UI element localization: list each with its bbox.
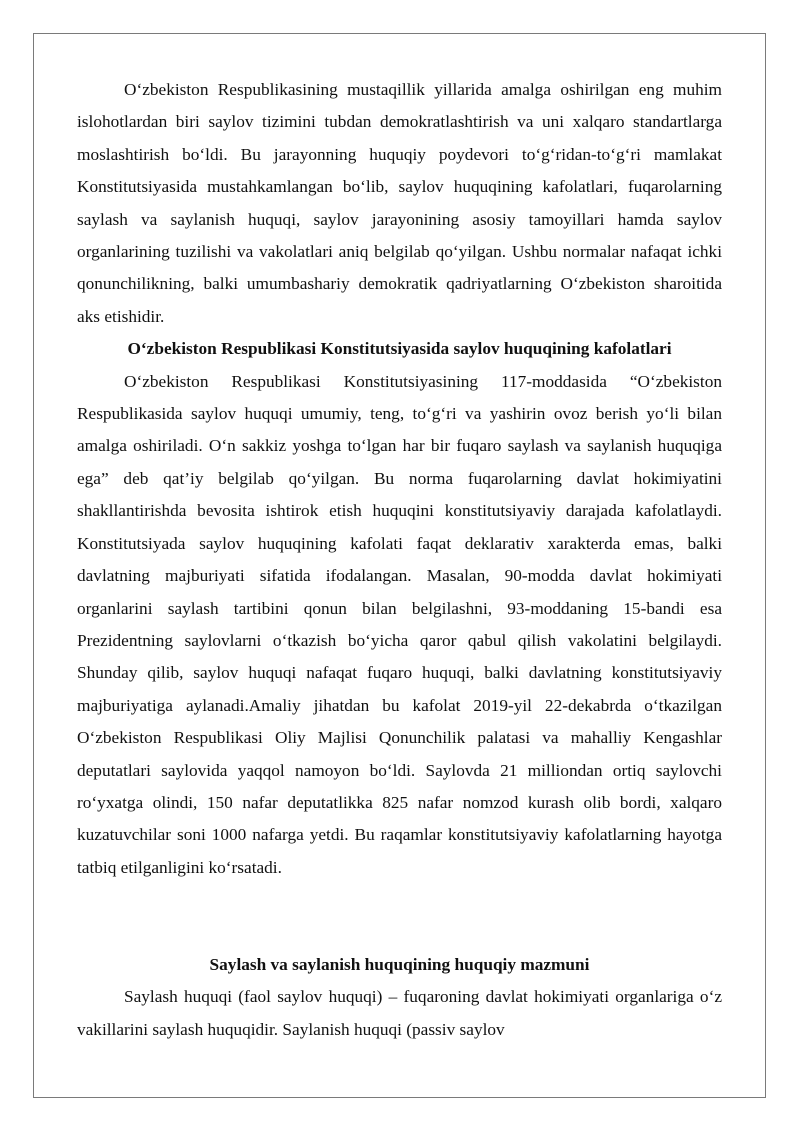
document-body	[77, 74, 722, 1046]
section-heading-guarantees: O‘zbekiston Respublikasi Konstitutsiyasida saylov huquqining kafolatlari	[127, 339, 672, 359]
intro-paragraph: O‘zbekiston Respublikasining mustaqillik yillarida amalga oshirilgan eng muhim islohotlardan biri saylov tizimini tubdan demokratlashtirish va uni xalqaro standartlarga moslashtirish bo‘ldi. Bu jarayonning huquqiy poydevori to‘g‘ridan-to‘g‘ri mamlakat Konstitutsiyasida mustahkamlangan bo‘lib, saylov huquqining kafolatlari, fuqarolarning saylash va saylanish huquqi, saylov jarayonining asosiy tamoyillari hamda saylov organlarining tuzilishi va vakolatlari aniq belgilab qo‘yilgan. Ushbu normalar nafaqat ichki qonunchilikning, balki umumbashariy demokratik qadriyatlarning O‘zbekiston sharoitida aks etishidir.	[77, 80, 722, 326]
section-heading-rights: Saylash va saylanish huquqining huquqiy mazmuni	[209, 954, 590, 974]
guarantees-paragraph: O‘zbekiston Respublikasi Konstitutsiyasining 117-moddasida “O‘zbekiston Respublikasida saylov huquqi umumiy, teng, to‘g‘ri va yashirin ovoz berish yo‘li bilan amalga oshiriladi. O‘n sakkiz yoshga to‘lgan har bir fuqaro saylash va saylanish huquqiga ega” deb qat’iy belgilab qo‘yilgan. Bu norma fuqarolarning davlat hokimiyatini shakllantirishda bevosita ishtirok etish huquqini konstitutsiyaviy darajada kafolatlaydi. Konstitutsiyada saylov huquqining kafolati faqat deklarativ xarakterda emas, balki davlatning majburiyati sifatida ifodalangan. Masalan, 90-modda davlat hokimiyati organlarini saylash tartibini qonun bilan belgilashni, 93-moddaning 15-bandi esa Prezidentning saylovlarni o‘tkazish bo‘yicha qaror qabul qilish vakolatini belgilaydi. Shunday qilib, saylov huquqi nafaqat fuqaro huquqi, balki davlatning konstitutsiyaviy majburiyatiga aylanadi.Amaliy jihatdan bu kafolat 2019-yil 22-dekabrda o‘tkazilgan O‘zbekiston Respublikasi Oliy Majlisi Qonunchilik palatasi va mahalliy Kengashlar deputatlari saylovida yaqqol namoyon bo‘ldi. Saylovda 21 milliondan ortiq saylovchi ro‘yxatga olindi, 150 nafar deputatlikka 825 nafar nomzod kurash olib bordi, xalqaro kuzatuvchilar soni 1000 nafarga yetdi. Bu raqamlar konstitutsiyaviy kafolatlarning hayotga tatbiq etilganligini ko‘rsatadi.	[77, 371, 722, 877]
rights-paragraph: Saylash huquqi (faol saylov huquqi) – fuqaroning davlat hokimiyati organlariga o‘z vakillarini saylash huquqidir. Saylanish huquqi (passiv saylov	[77, 987, 722, 1039]
section-spacer	[77, 884, 722, 949]
